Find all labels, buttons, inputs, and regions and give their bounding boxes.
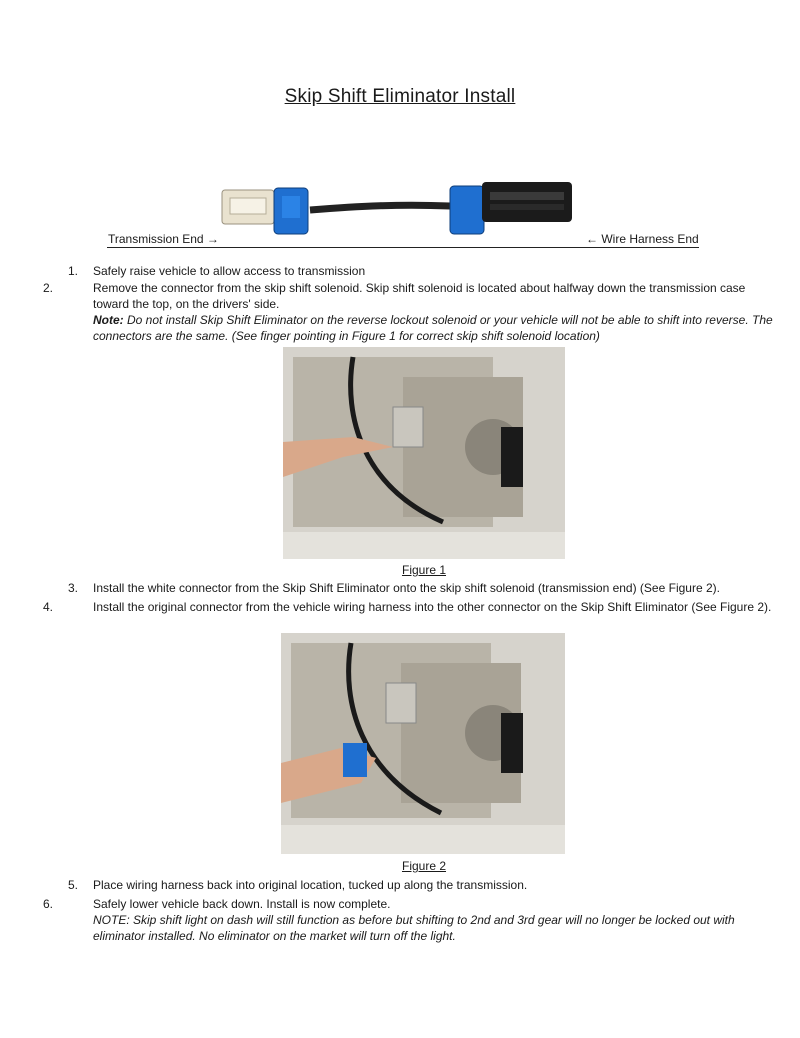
figure-1-caption: Figure 1: [401, 563, 447, 577]
list-item: 6. Safely lower vehicle back down. Install is now complete. NOTE: Skip shift light on dash will still function as before but shifting to 2nd and 3rd gear will no longer be locked out with eliminator installed. No eliminator on the market will turn off the light.: [43, 897, 735, 943]
divider: [107, 247, 699, 248]
figure-2-caption: Figure 2: [401, 859, 447, 873]
figure-1-photo: [283, 347, 565, 559]
page-title: Skip Shift Eliminator Install: [284, 86, 516, 107]
list-item: 3. Install the white connector from the Skip Shift Eliminator onto the skip shift solenoid (transmission end) (See Figure 2).: [68, 581, 720, 595]
figure-2-photo: [281, 633, 565, 854]
wire-harness-end-label: ← Wire Harness End: [586, 232, 699, 246]
list-item: 2. Remove the connector from the skip shift solenoid. Skip shift solenoid is located about halfway down the transmission case toward the top, on the drivers' side. Note: Do not install Skip Shift Eliminator on the reverse lockout solenoid or your vehicle will not be able to shift into reverse. The connectors are the same. (See finger pointing in Figure 1 for correct skip shift solenoid location): [43, 281, 773, 343]
transmission-end-label: Transmission End →: [108, 232, 219, 246]
list-item: 1. Safely raise vehicle to allow access to transmission: [68, 264, 366, 278]
list-item: 5. Place wiring harness back into original location, tucked up along the transmission.: [68, 878, 528, 892]
list-item: 4. Install the original connector from the vehicle wiring harness into the other connector on the Skip Shift Eliminator (See Figure 2).: [43, 600, 772, 614]
eliminator-harness-image: [220, 176, 580, 248]
